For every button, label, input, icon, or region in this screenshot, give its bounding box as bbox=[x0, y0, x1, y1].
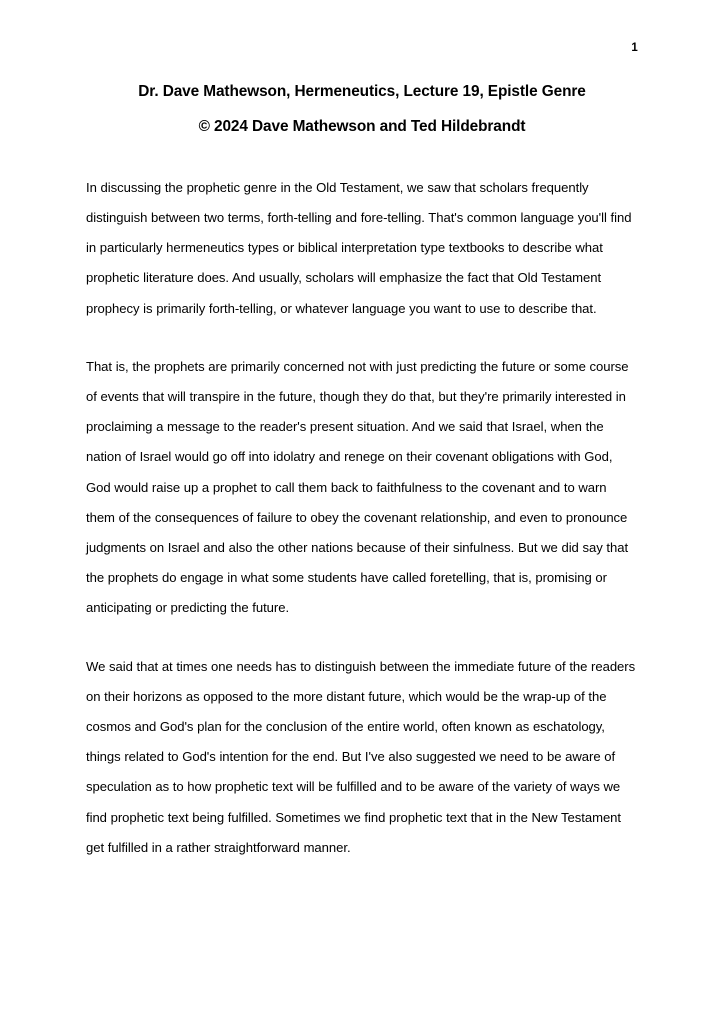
document-body bbox=[86, 173, 638, 863]
title-line-2: © 2024 Dave Mathewson and Ted Hildebrandt bbox=[198, 118, 526, 136]
document-title bbox=[86, 0, 638, 135]
body-paragraph: In discussing the prophetic genre in the Old Testament, we saw that scholars frequently distinguish between two terms, forth-telling and fore-telling. That's common language you'll find in particularly hermeneutics types or biblical interpretation type textbooks to describe what prophetic literature does. And usually, scholars will emphasize the fact that Old Testament prophecy is primarily forth-telling, or whatever language you want to use to describe that. bbox=[86, 179, 632, 316]
page-number: 1 bbox=[631, 42, 638, 54]
title-line-1: Dr. Dave Mathewson, Hermeneutics, Lecture 19, Epistle Genre bbox=[138, 83, 586, 100]
body-paragraph: We said that at times one needs has to distinguish between the immediate future of the readers on their horizons as opposed to the more distant future, which would be the wrap-up of the cosmos and God's plan for the conclusion of the entire world, often known as eschatology, things related to God's intention for the end. But I've also suggested we need to be aware of speculation as to how prophetic text will be fulfilled and to be aware of the variety of ways we find prophetic text being fulfilled. Sometimes we find prophetic text that in the New Testament get fulfilled in a rather straightforward manner. bbox=[86, 658, 636, 855]
body-paragraph: That is, the prophets are primarily concerned not with just predicting the future or some course of events that will transpire in the future, though they do that, but they're primarily interested in proclaiming a message to the reader's present situation. And we said that Israel, when the nation of Israel would go off into idolatry and renege on their covenant obligations with God, God would raise up a prophet to call them back to faithfulness to the covenant and to warn them of the consequences of failure to obey the covenant relationship, and even to pronounce judgments on Israel and also the other nations because of their sinfulness. But we did say that the prophets do engage in what some students have called foretelling, that is, promising or anticipating or predicting the future. bbox=[86, 358, 629, 616]
